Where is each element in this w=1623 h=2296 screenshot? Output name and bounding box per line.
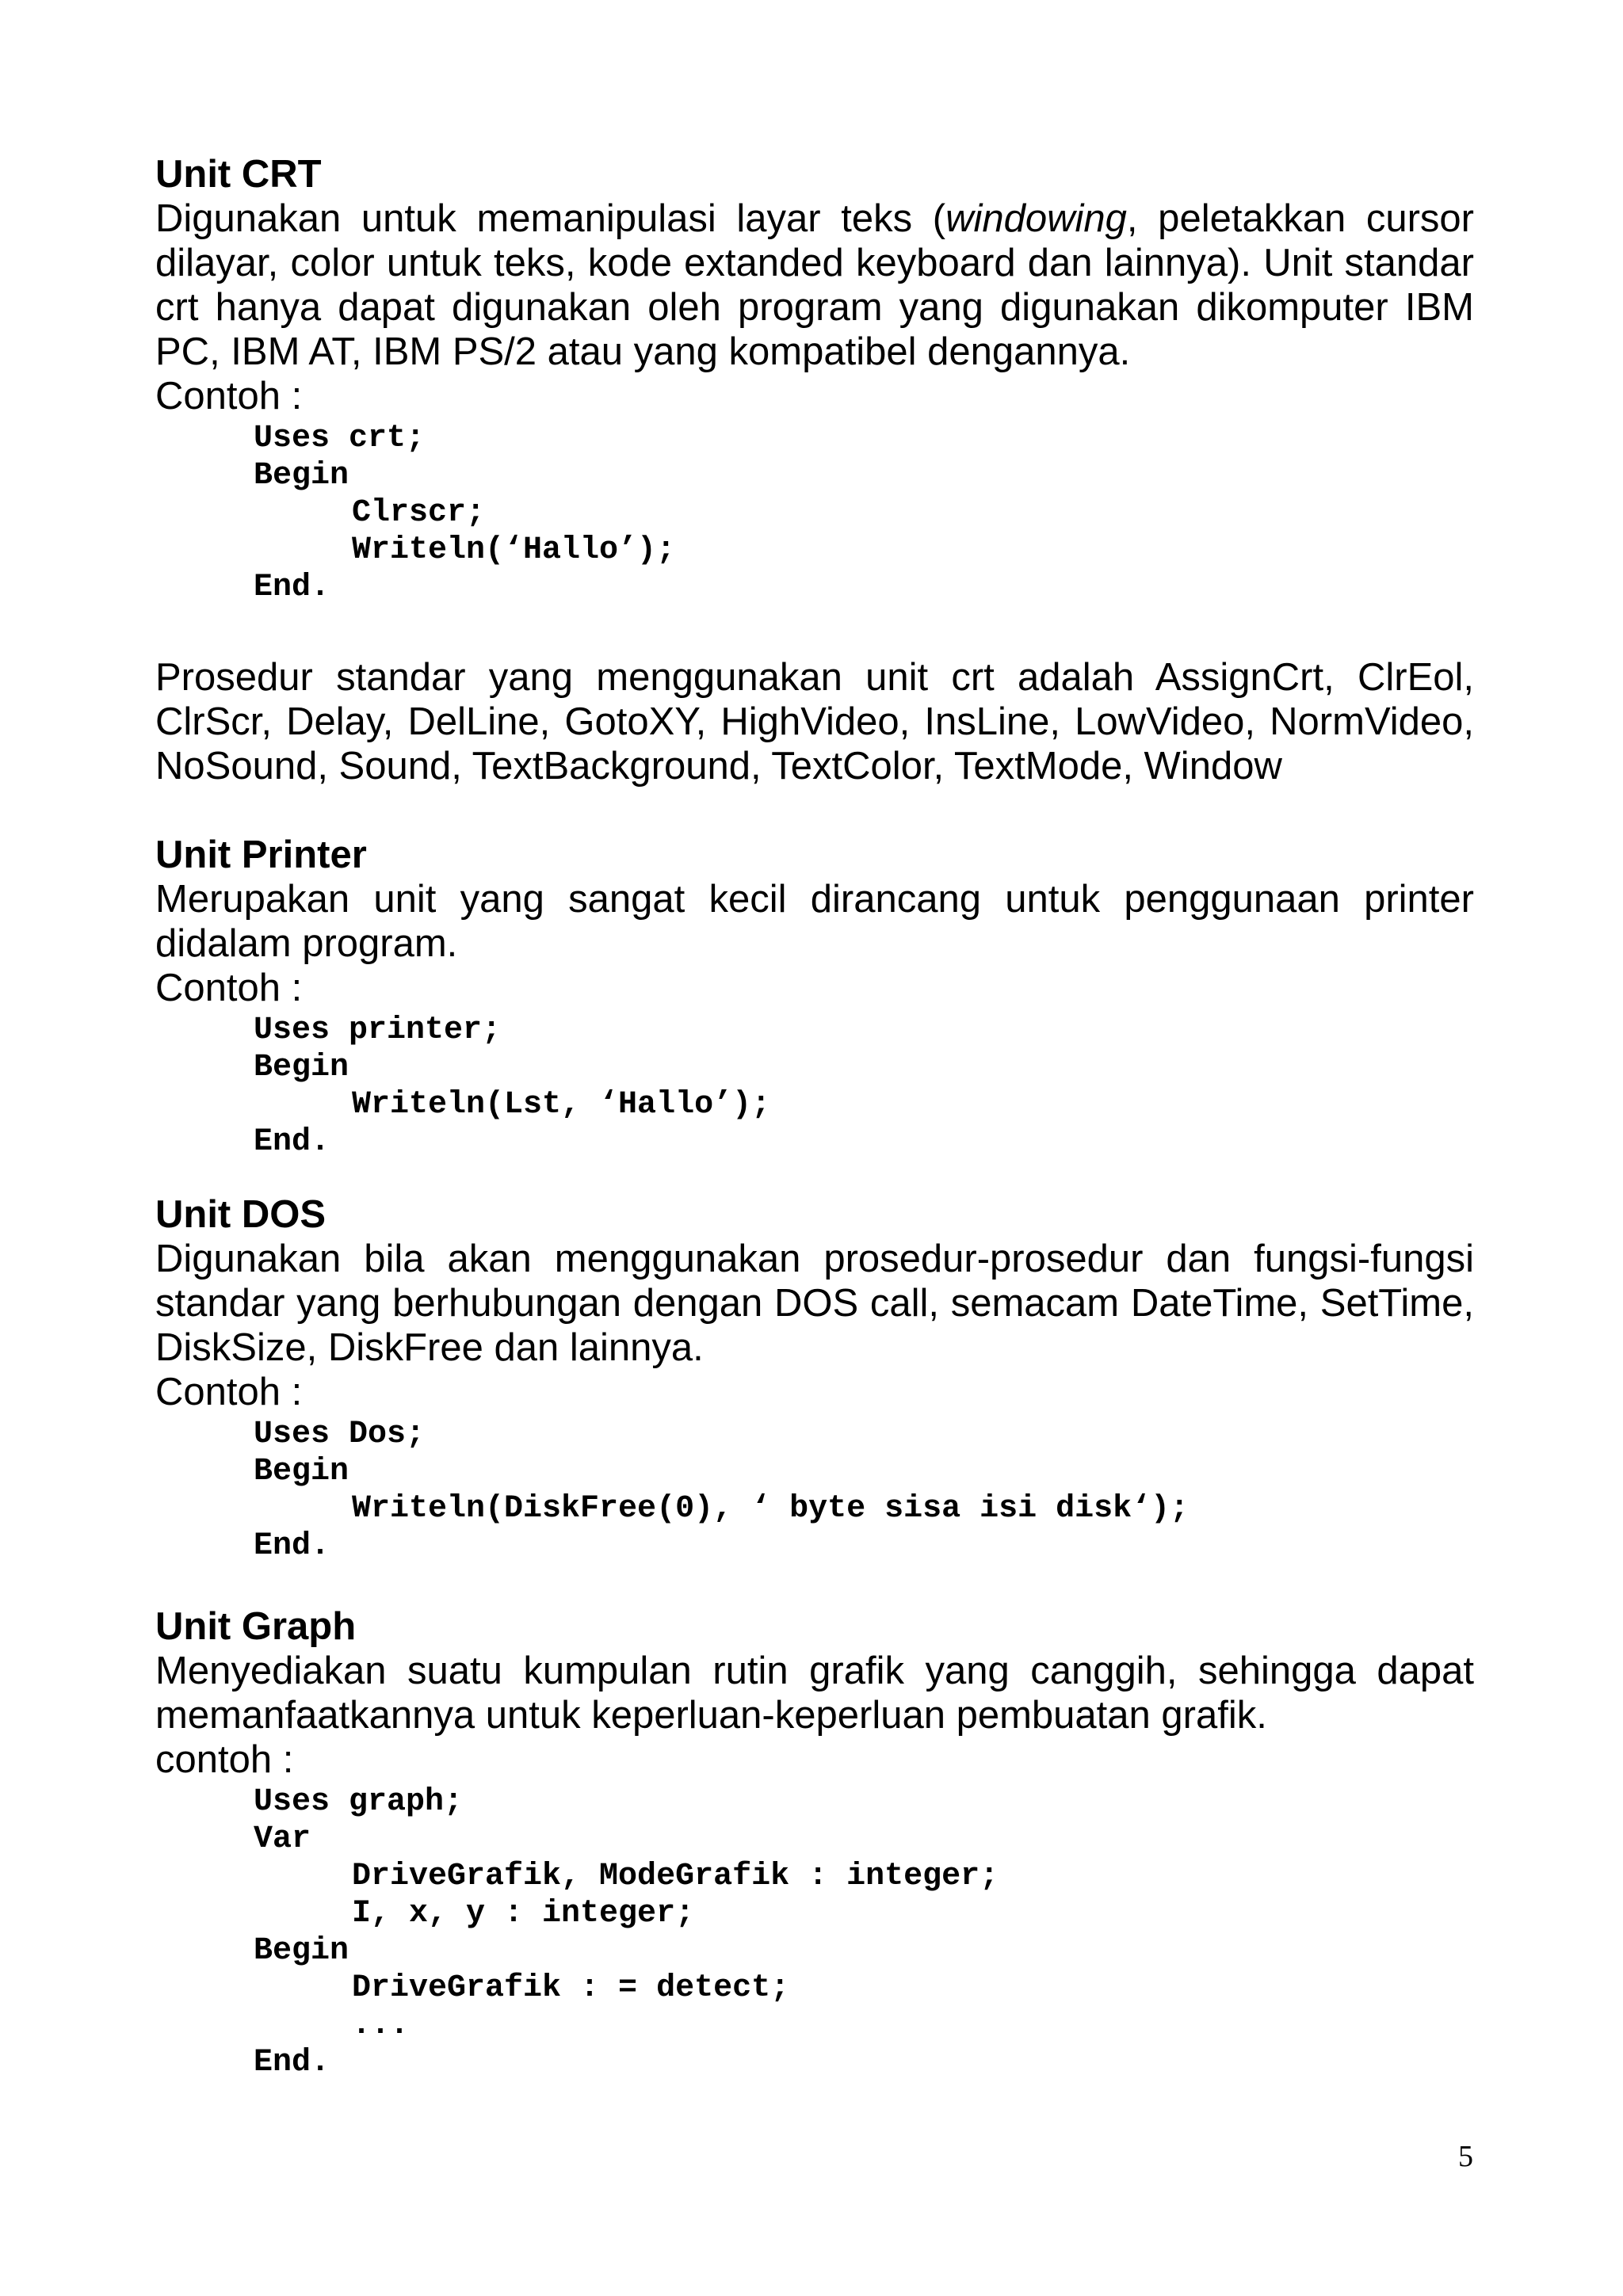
paragraph-italic-term: windowing: [945, 197, 1127, 240]
code-line: End.: [254, 570, 330, 605]
code-line: DriveGrafik, ModeGrafik : integer;: [352, 1859, 999, 1894]
section-unit-dos: [155, 1192, 1474, 1565]
paragraph-text: Digunakan untuk memanipulasi layar teks (: [155, 197, 946, 240]
code-line: Writeln(DiskFree(0), ‘ byte sisa isi disk‘);: [352, 1491, 1190, 1527]
code-line: Begin: [254, 1454, 349, 1489]
code-line: DriveGrafik : = detect;: [352, 1970, 790, 2006]
code-line: End.: [254, 1124, 330, 1160]
example-label: contoh :: [155, 1738, 294, 1781]
code-line: Uses graph;: [254, 1784, 464, 1820]
code-line: ...: [352, 2008, 410, 2043]
code-line: I, x, y : integer;: [352, 1896, 695, 1932]
section-note: Prosedur standar yang menggunakan unit crt adalah AssignCrt, ClrEol, ClrScr, Delay, DelLine, GotoXY, HighVideo, InsLine, LowVideo, NormVideo, NoSound, Sound, TextBackground, TextColor, TextMode, Window: [155, 656, 1474, 788]
section-heading: Unit DOS: [155, 1193, 327, 1236]
code-line: End.: [254, 1528, 330, 1564]
code-block: [254, 420, 1474, 606]
code-block: [254, 1783, 1474, 2081]
code-block: [254, 1416, 1474, 1565]
code-line: Uses crt;: [254, 421, 426, 456]
code-line: Clrscr;: [352, 495, 486, 531]
section-paragraph: Menyediakan suatu kumpulan rutin grafik yang canggih, sehingga dapat memanfaatkannya untuk keperluan-keperluan pembuatan grafik.: [155, 1650, 1474, 1737]
section-paragraph: Digunakan bila akan menggunakan prosedur-prosedur dan fungsi-fungsi standar yang berhubungan dengan DOS call, semacam DateTime, SetTime, DiskSize, DiskFree dan lainnya.: [155, 1238, 1474, 1369]
section-paragraph: [155, 196, 1474, 374]
document-page: [155, 152, 1474, 2081]
code-line: Writeln(Lst, ‘Hallo’);: [352, 1087, 771, 1123]
example-label: Contoh :: [155, 375, 303, 418]
section-unit-crt: [155, 152, 1474, 788]
code-line: Begin: [254, 1050, 349, 1085]
section-unit-graph: [155, 1604, 1474, 2081]
example-label: Contoh :: [155, 1371, 303, 1413]
code-line: Uses Dos;: [254, 1417, 426, 1452]
code-line: Var: [254, 1821, 311, 1857]
paragraph-text: , peletakkan cursor dilayar, color untuk teks, kode extanded keyboard dan lainnya). Unit standar crt hanya dapat digunakan oleh program yang digunakan dikomputer IBM PC, IBM AT, IBM PS/2 atau yang kompatibel dengannya.: [155, 197, 1474, 373]
code-line: Begin: [254, 1933, 349, 1969]
code-line: Uses printer;: [254, 1013, 502, 1048]
section-unit-printer: [155, 833, 1474, 1161]
code-line: End.: [254, 2045, 330, 2081]
section-heading: Unit Printer: [155, 833, 367, 876]
code-line: Writeln(‘Hallo’);: [352, 532, 676, 568]
section-heading: Unit Graph: [155, 1605, 357, 1648]
section-paragraph: Merupakan unit yang sangat kecil dirancang untuk penggunaan printer didalam program.: [155, 878, 1474, 965]
section-heading: Unit CRT: [155, 153, 322, 196]
code-line: Begin: [254, 458, 349, 494]
code-block: [254, 1012, 1474, 1161]
page-number: 5: [1458, 2140, 1473, 2173]
example-label: Contoh :: [155, 967, 303, 1009]
